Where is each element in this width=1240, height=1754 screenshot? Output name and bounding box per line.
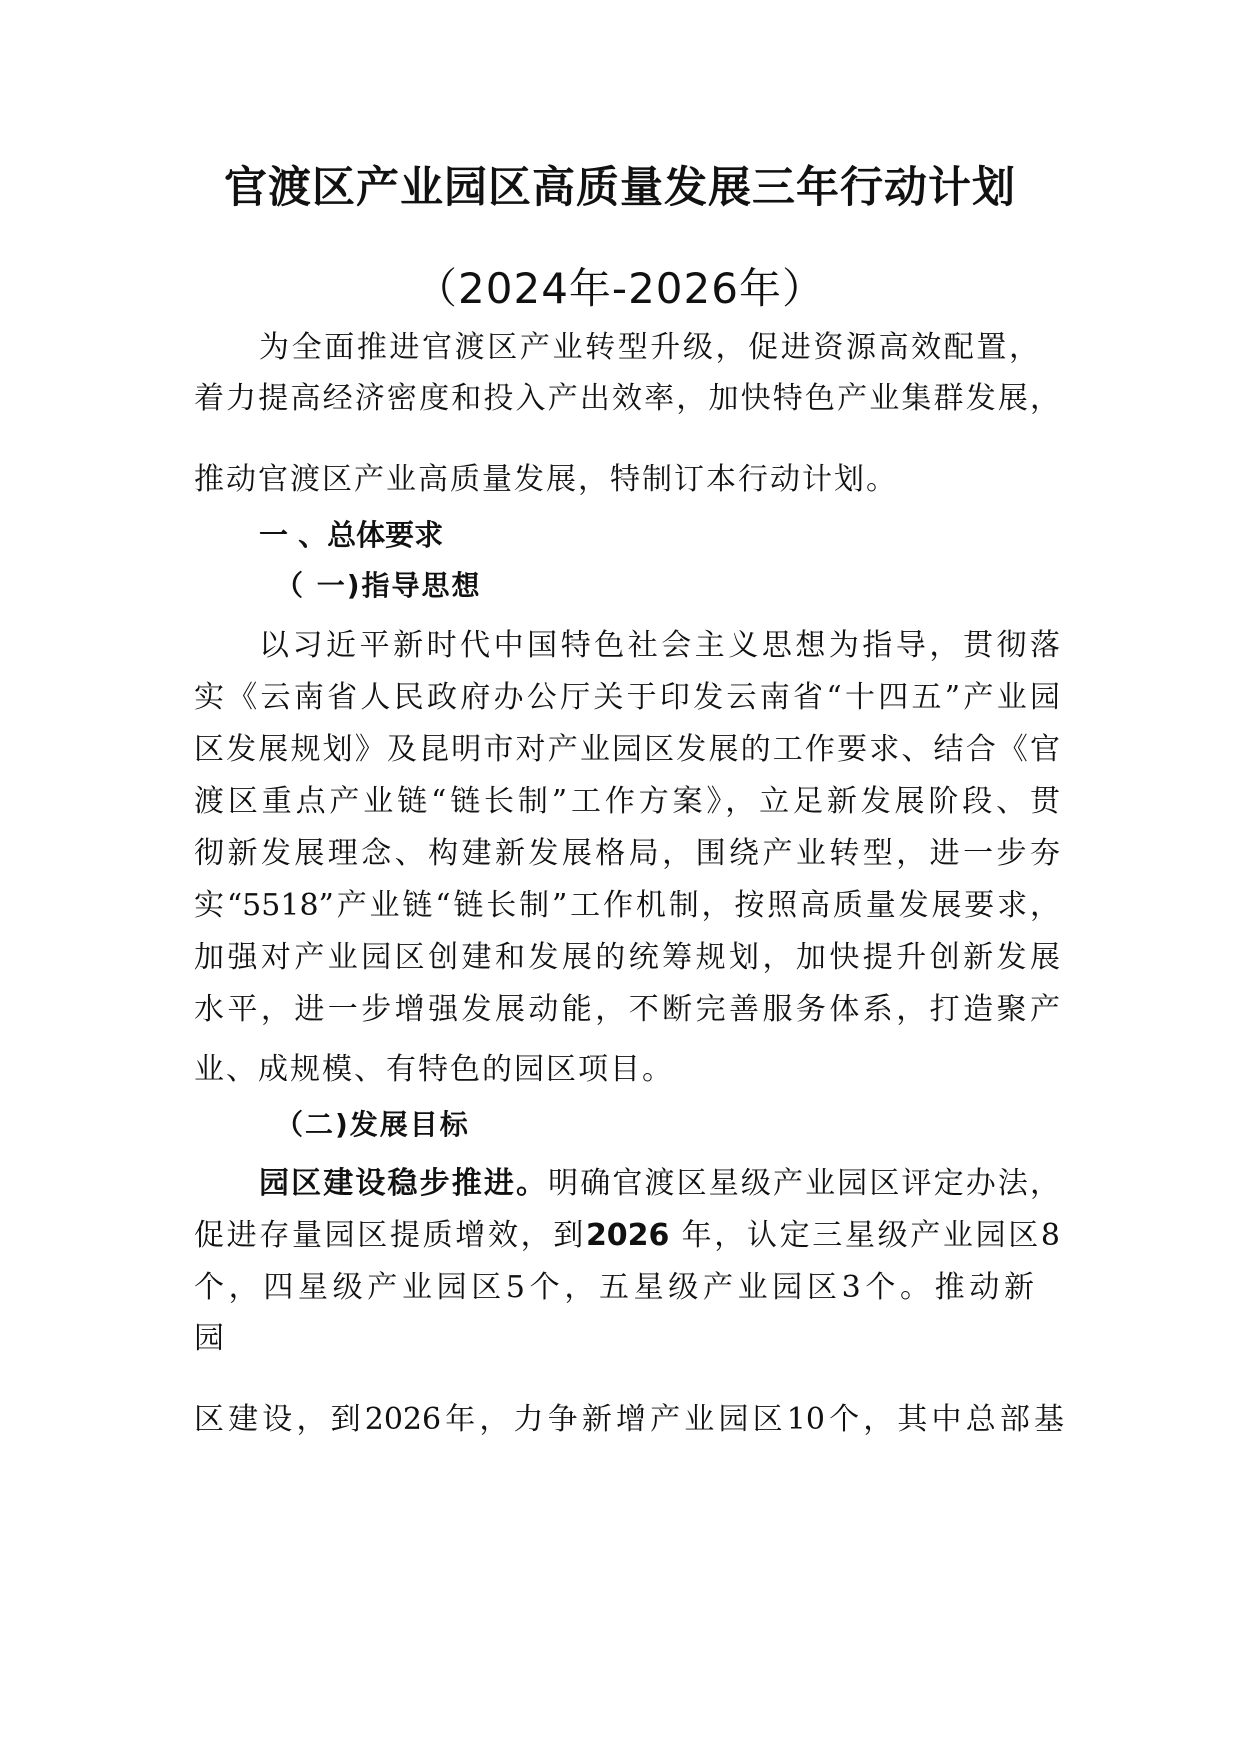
guiding-line-3: 区发展规划》及昆明市对产业园区发展的工作要求、结合《官 xyxy=(194,732,1060,767)
goal-line-2 xyxy=(194,1218,1060,1253)
guiding-line-2: 实《云南省人民政府办公厅关于印发云南省“十四五”产业园 xyxy=(194,680,1060,715)
document-title: 官渡区产业园区高质量发展三年行动计划 xyxy=(224,163,1016,213)
guiding-line-6: 实“5518”产业链“链长制”工作机制，按照高质量发展要求， xyxy=(194,888,1060,923)
guiding-line-8: 水平，进一步增强发展动能，不断完善服务体系，打造聚产 xyxy=(194,992,1060,1027)
goal-line-2-pre: 促进存量园区提质增效，到 xyxy=(194,1218,586,1253)
section-heading-overall-requirements: 一 、总体要求 xyxy=(259,518,444,552)
subsection-heading-guiding-ideology: （ 一)指导思想 xyxy=(275,569,482,602)
goal-line-2-post: 年，认定三星级产业园区8 xyxy=(669,1218,1060,1253)
goal-year-bold: 2026 xyxy=(585,1218,670,1253)
guiding-line-7: 加强对产业园区创建和发展的统筹规划，加快提升创新发展 xyxy=(194,940,1060,975)
intro-line-3: 推动官渡区产业高质量发展，特制订本行动计划。 xyxy=(194,462,898,497)
intro-line-2: 着力提高经济密度和投入产出效率，加快特色产业集群发展， xyxy=(194,381,1060,416)
goal-line-3: 个，四星级产业园区5个，五星级产业园区3个。推动新 xyxy=(194,1270,1034,1305)
subsection-heading-development-goals: （二)发展目标 xyxy=(275,1108,470,1141)
guiding-line-5: 彻新发展理念、构建新发展格局，围绕产业转型，进一步夯 xyxy=(194,836,1060,871)
goal-lead-bold: 园区建设稳步推进。 xyxy=(259,1166,549,1201)
goal-line-4: 园 xyxy=(194,1321,226,1356)
guiding-line-9: 业、成规模、有特色的园区项目。 xyxy=(194,1052,674,1087)
guiding-line-1: 以习近平新时代中国特色社会主义思想为指导，贯彻落 xyxy=(259,628,1060,663)
goal-line-1 xyxy=(259,1166,1060,1201)
goal-line-1-rest: 明确官渡区星级产业园区评定办法， xyxy=(548,1166,1060,1201)
goal-line-5: 区建设，到2026年，力争新增产业园区10个，其中总部基 xyxy=(194,1402,1064,1437)
intro-line-1: 为全面推进官渡区产业转型升级，促进资源高效配置， xyxy=(259,330,1039,365)
guiding-line-4: 渡区重点产业链“链长制”工作方案》，立足新发展阶段、贯 xyxy=(194,784,1060,819)
document-subtitle: （2024年-2026年） xyxy=(415,264,825,313)
